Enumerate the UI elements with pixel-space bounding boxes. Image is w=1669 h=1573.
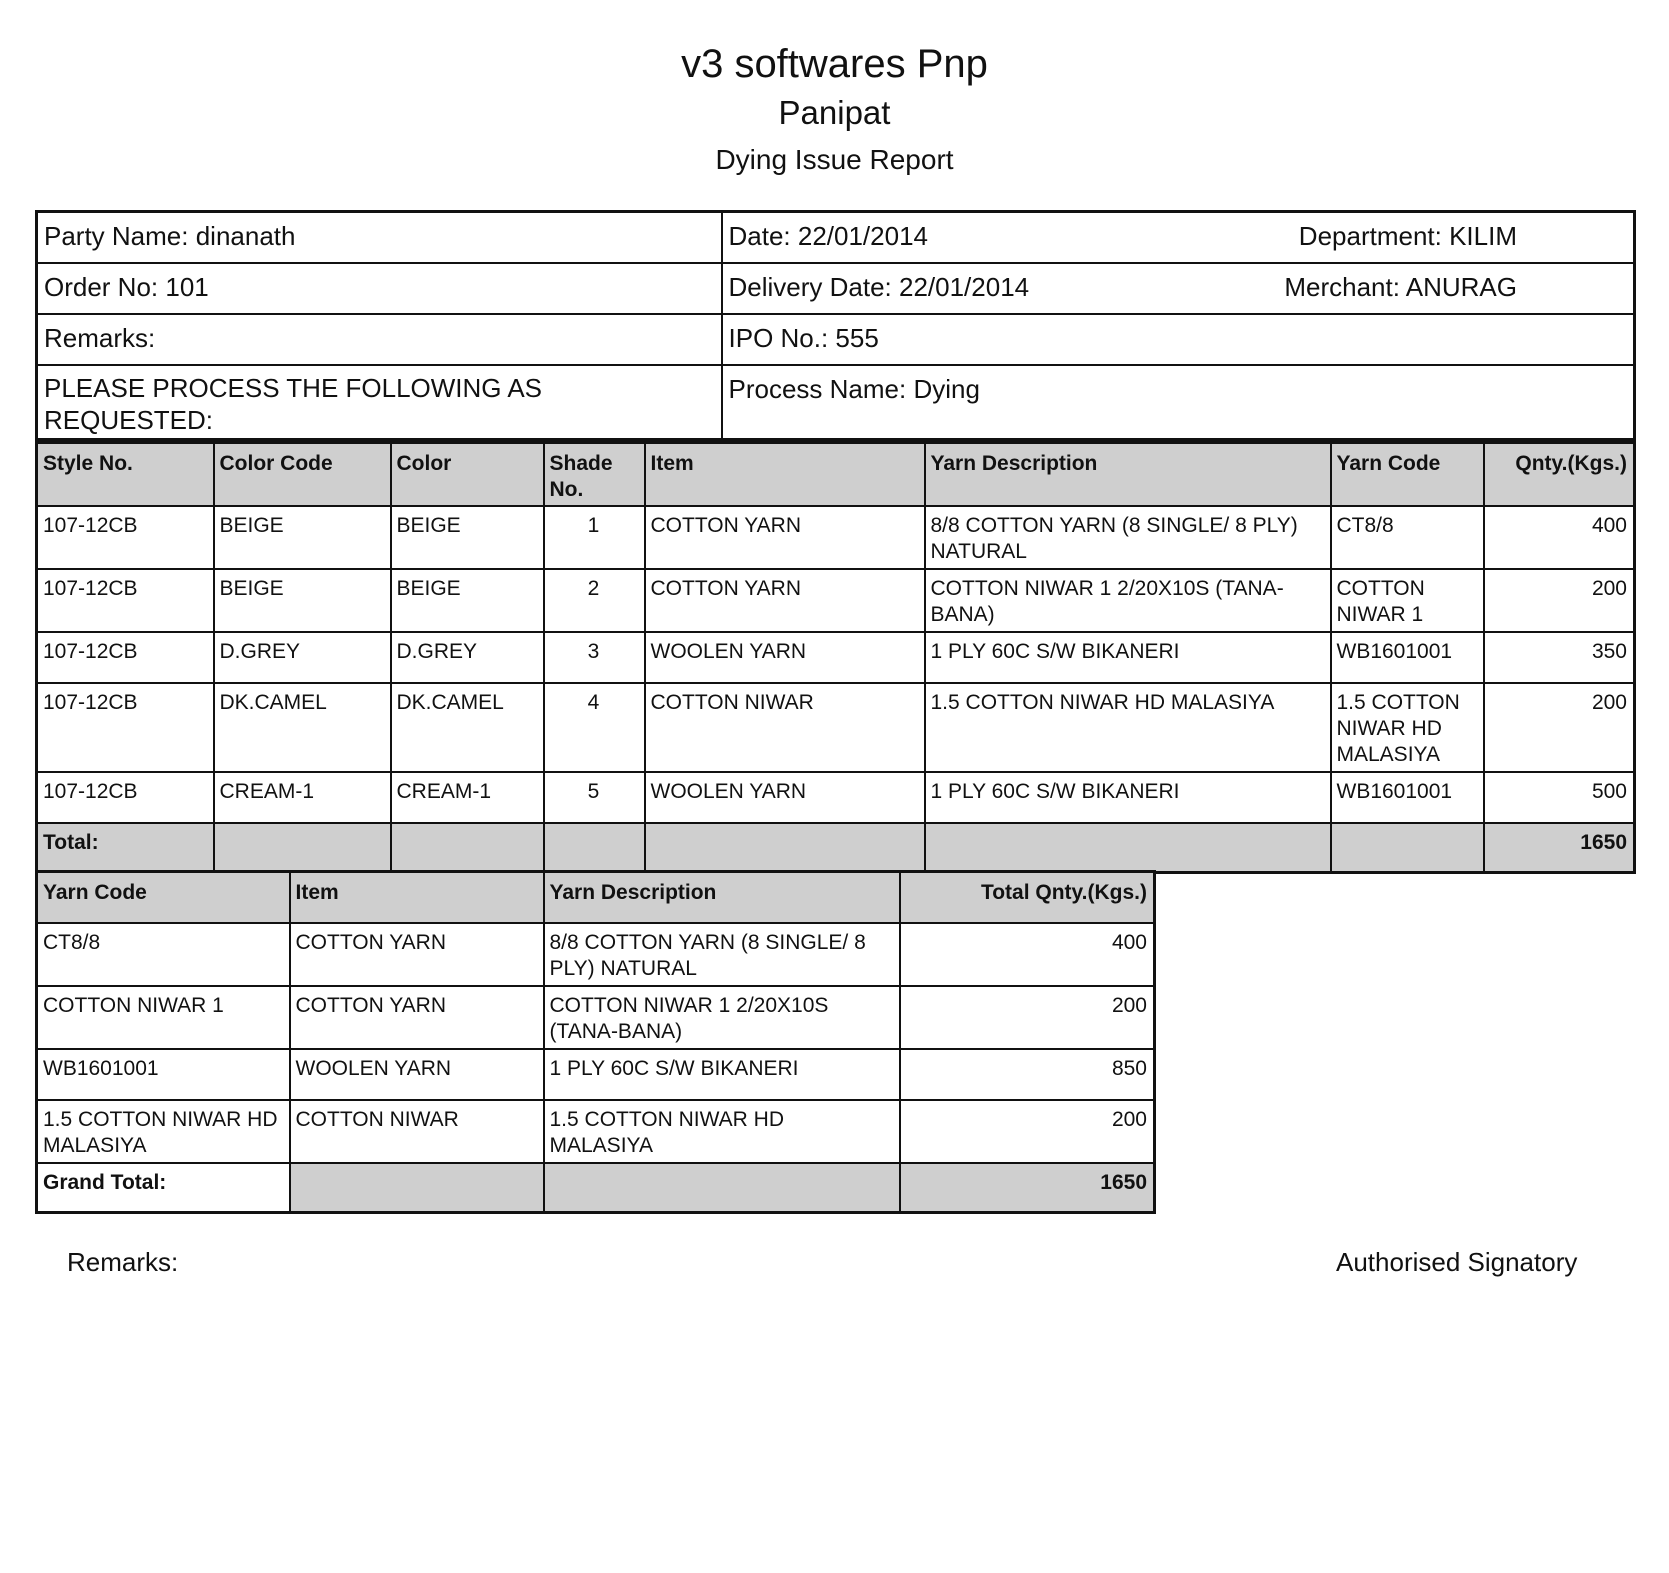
item: COTTON NIWAR — [290, 1100, 544, 1163]
process-name: Process Name: Dying — [722, 365, 1635, 440]
total-value: 1650 — [1484, 823, 1635, 873]
total-row — [37, 823, 1635, 873]
quantity: 500 — [1484, 772, 1635, 823]
company-city: Panipat — [778, 94, 891, 131]
item: COTTON YARN — [645, 569, 925, 632]
yarn-description: 8/8 COTTON YARN (8 SINGLE/ 8 PLY) NATURAL — [544, 923, 900, 986]
grand-total-label: Grand Total: — [37, 1163, 290, 1213]
yarn-code: COTTON NIWAR 1 — [37, 986, 290, 1049]
header-yarn-description: Yarn Description — [544, 872, 900, 923]
style-no: 107-12CB — [37, 632, 214, 683]
table-row — [37, 1100, 1155, 1163]
header-quantity: Qnty.(Kgs.) — [1484, 443, 1635, 506]
table-row — [37, 986, 1155, 1049]
style-no: 107-12CB — [37, 506, 214, 569]
delivery-date: Delivery Date: 22/01/2014 — [728, 271, 1030, 302]
yarn-description: COTTON NIWAR 1 2/20X10S (TANA-BANA) — [544, 986, 900, 1049]
style-no: 107-12CB — [37, 772, 214, 823]
yarn-description: 1.5 COTTON NIWAR HD MALASIYA — [925, 683, 1331, 772]
item: WOOLEN YARN — [645, 632, 925, 683]
yarn-code: 1.5 COTTON NIWAR HD MALASIYA — [1331, 683, 1484, 772]
style-no: 107-12CB — [37, 683, 214, 772]
color: DK.CAMEL — [391, 683, 544, 772]
color-code: D.GREY — [214, 632, 391, 683]
company-name: v3 softwares Pnp — [681, 42, 988, 86]
table-row — [37, 683, 1635, 772]
header-shade-no: Shade No. — [544, 443, 645, 506]
summary-header-row — [37, 872, 1155, 923]
grand-total-row — [37, 1163, 1155, 1213]
item: WOOLEN YARN — [645, 772, 925, 823]
color: BEIGE — [391, 569, 544, 632]
item: COTTON YARN — [290, 923, 544, 986]
report-title: Dying Issue Report — [715, 144, 954, 175]
yarn-description: 1 PLY 60C S/W BIKANERI — [544, 1049, 900, 1100]
delivery-merchant-cell — [722, 263, 1635, 314]
quantity: 200 — [1484, 683, 1635, 772]
yarn-description: COTTON NIWAR 1 2/20X10S (TANA-BANA) — [925, 569, 1331, 632]
authorised-signatory: Authorised Signatory — [1336, 1247, 1578, 1277]
order-no: Order No: 101 — [37, 263, 722, 314]
total-quantity: 400 — [900, 923, 1155, 986]
ipo-no: IPO No.: 555 — [722, 314, 1635, 365]
color: BEIGE — [391, 506, 544, 569]
table-row — [37, 1049, 1155, 1100]
yarn-code: CT8/8 — [37, 923, 290, 986]
yarn-description: 8/8 COTTON YARN (8 SINGLE/ 8 PLY) NATURAL — [925, 506, 1331, 569]
yarn-description: 1 PLY 60C S/W BIKANERI — [925, 772, 1331, 823]
yarn-summary-table — [35, 870, 1156, 1214]
total-quantity: 850 — [900, 1049, 1155, 1100]
header-item: Item — [290, 872, 544, 923]
yarn-description: 1 PLY 60C S/W BIKANERI — [925, 632, 1331, 683]
shade-no: 5 — [544, 772, 645, 823]
item: COTTON YARN — [290, 986, 544, 1049]
header-color: Color — [391, 443, 544, 506]
color: CREAM-1 — [391, 772, 544, 823]
department: Department: KILIM — [1298, 221, 1517, 251]
table-row — [37, 569, 1635, 632]
header-color-code: Color Code — [214, 443, 391, 506]
yarn-code: 1.5 COTTON NIWAR HD MALASIYA — [37, 1100, 290, 1163]
color-code: BEIGE — [214, 506, 391, 569]
party-name: Party Name: dinanath — [37, 212, 722, 263]
color-code: CREAM-1 — [214, 772, 391, 823]
yarn-code: COTTON NIWAR 1 — [1331, 569, 1484, 632]
total-quantity: 200 — [900, 986, 1155, 1049]
style-no: 107-12CB — [37, 569, 214, 632]
order-info-table — [35, 210, 1636, 441]
header-yarn-code: Yarn Code — [1331, 443, 1484, 506]
shade-no: 3 — [544, 632, 645, 683]
total-quantity: 200 — [900, 1100, 1155, 1163]
shade-no: 4 — [544, 683, 645, 772]
yarn-code: WB1601001 — [1331, 772, 1484, 823]
process-instruction: PLEASE PROCESS THE FOLLOWING AS REQUESTED: — [37, 365, 722, 440]
yarn-code: WB1601001 — [37, 1049, 290, 1100]
color-code: BEIGE — [214, 569, 391, 632]
color: D.GREY — [391, 632, 544, 683]
total-label: Total: — [37, 823, 214, 873]
item: WOOLEN YARN — [290, 1049, 544, 1100]
shade-no: 1 — [544, 506, 645, 569]
table-row — [37, 632, 1635, 683]
date-department-cell — [722, 212, 1635, 263]
yarn-code: CT8/8 — [1331, 506, 1484, 569]
quantity: 200 — [1484, 569, 1635, 632]
grand-total-value: 1650 — [900, 1163, 1155, 1213]
header-style-no: Style No. — [37, 443, 214, 506]
header-total-quantity: Total Qnty.(Kgs.) — [900, 872, 1155, 923]
quantity: 350 — [1484, 632, 1635, 683]
table-row — [37, 923, 1155, 986]
issue-detail-table — [35, 441, 1636, 874]
table-row — [37, 506, 1635, 569]
quantity: 400 — [1484, 506, 1635, 569]
header-yarn-description: Yarn Description — [925, 443, 1331, 506]
item: COTTON YARN — [645, 506, 925, 569]
detail-header-row — [37, 443, 1635, 506]
date: Date: 22/01/2014 — [728, 221, 928, 251]
shade-no: 2 — [544, 569, 645, 632]
table-row — [37, 772, 1635, 823]
footer-remarks: Remarks: — [67, 1247, 179, 1277]
yarn-code: WB1601001 — [1331, 632, 1484, 683]
color-code: DK.CAMEL — [214, 683, 391, 772]
item: COTTON NIWAR — [645, 683, 925, 772]
header-yarn-code: Yarn Code — [37, 872, 290, 923]
remarks: Remarks: — [37, 314, 722, 365]
yarn-description: 1.5 COTTON NIWAR HD MALASIYA — [544, 1100, 900, 1163]
merchant: Merchant: ANURAG — [1284, 271, 1517, 302]
header-item: Item — [645, 443, 925, 506]
